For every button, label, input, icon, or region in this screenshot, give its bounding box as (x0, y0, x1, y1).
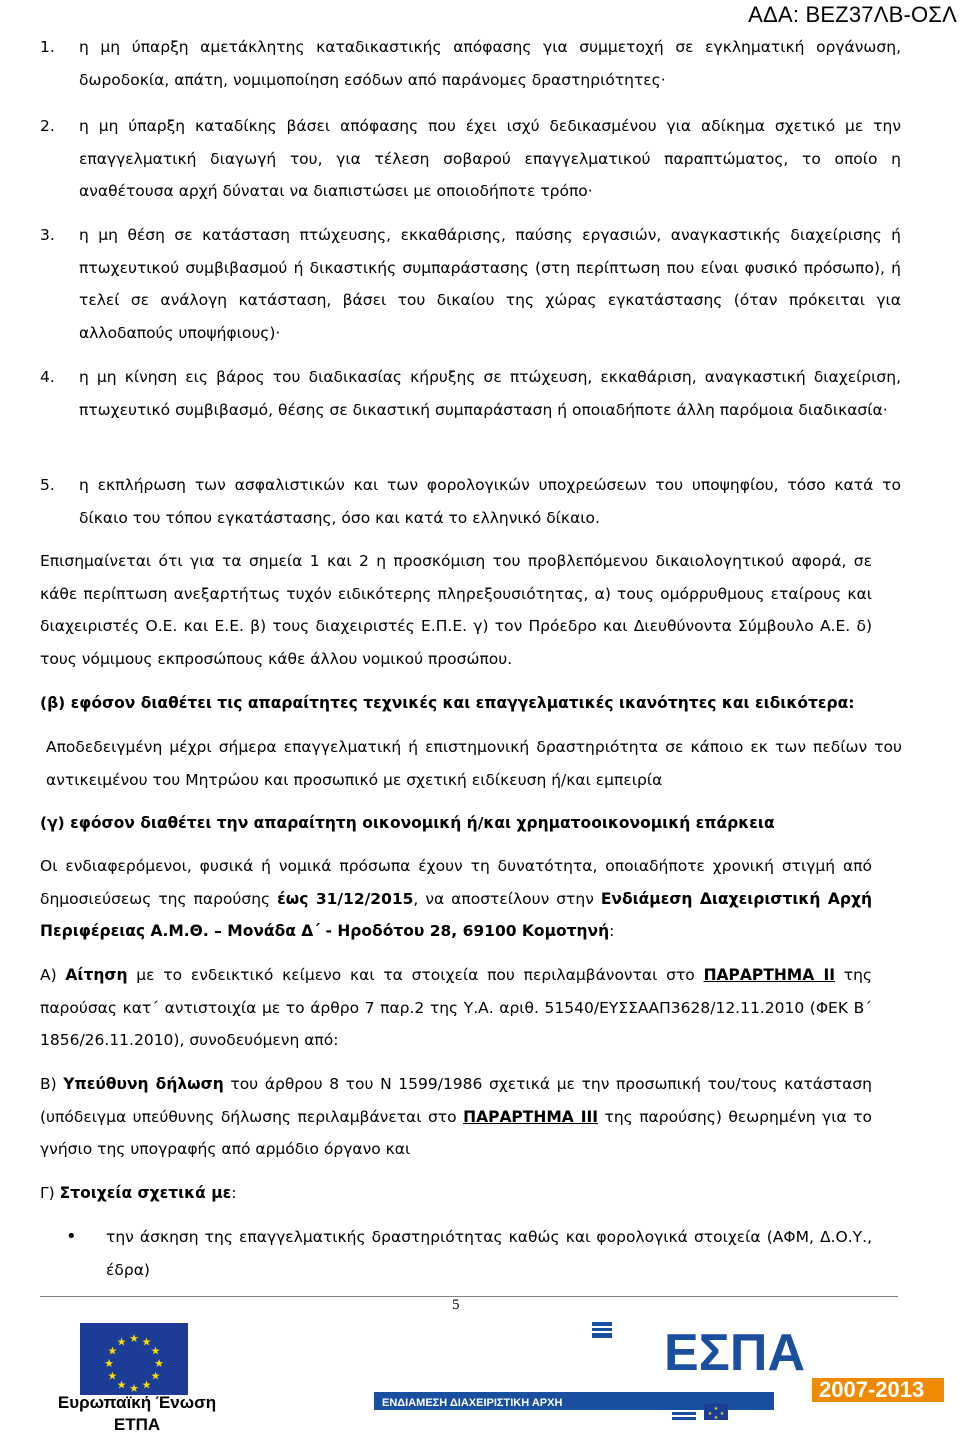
bullet-item: την άσκηση της επαγγελματικής δραστηριότητας καθώς και φορολογικά στοιχεία (ΑΦΜ, Δ.Ο.Υ., έδρα) (106, 1228, 872, 1279)
heading-financial-capacity: (γ) εφόσον διαθέτει την απαραίτητη οικονομική ή/και χρηματοοικονομική επάρκεια (40, 814, 775, 832)
list-item: η μη ύπαρξη καταδίκης βάσει απόφασης που έχει ισχύ δεδικασμένου για αδίκημα σχετικό με την επαγγελματική διαγωγή του, για τέλεση σοβαρού επαγγελματικού παραπτώματος, το οποίο η αναθέτουσα αρχή δύναται να διαπιστώσει με οποιοδήποτε τρόπο· (79, 117, 901, 200)
svg-text:★: ★ (129, 1382, 139, 1395)
annex-iii-link[interactable]: ΠΑΡΑΡΤΗΜΑ ΙΙΙ (463, 1107, 599, 1126)
heading-technical-capacity: (β) εφόσον διαθέτει τις απαραίτητες τεχνικές και επαγγελματικές ικανότητες και ειδικότερα: (40, 694, 855, 712)
paragraph-g-details: Γ) Στοιχεία σχετικά με: (40, 1184, 237, 1202)
list-item: η μη θέση σε κατάσταση πτώχευσης, εκκαθάρισης, παύσης εργασιών, αναγκαστικής διαχείρισης ή πτωχευτικού συμβιβασμού ή δικαστικής συμπαράστασης (στη περίπτωση που είναι φυσικό πρόσωπο), ή τελεί σε ανάλογη κατάσταση, βάσει του δικαίου της χώρας εγκατάστασης (όταν πρόκειται για αλλοδαπούς υποψήφιους)· (79, 226, 901, 342)
bullet-dot: • (66, 1226, 77, 1247)
svg-text:★: ★ (150, 1344, 161, 1358)
svg-text:★: ★ (107, 1369, 118, 1383)
svg-text:★: ★ (116, 1378, 127, 1392)
svg-text:★: ★ (713, 1415, 719, 1421)
technical-capacity-paragraph: Αποδεδειγμένη μέχρι σήμερα επαγγελματική ή επιστημονική δραστηριότητα σε κάποιο εκ των πεδίων του αντικειμένου του Μητρώου και προσωπικό με σχετική ειδίκευση ή/και εμπειρία (46, 738, 902, 789)
svg-text:★: ★ (713, 1406, 719, 1412)
svg-text:★: ★ (129, 1332, 139, 1345)
espa-subtitle: ΕΝΔΙΑΜΕΣΗ ΔΙΑΧΕΙΡΙΣΤΙΚΗ ΑΡΧΗ (382, 1397, 563, 1409)
espa-years: 2007-2013 (819, 1377, 925, 1402)
svg-text:★: ★ (719, 1411, 725, 1417)
svg-text:★: ★ (707, 1411, 713, 1417)
svg-text:★: ★ (107, 1344, 118, 1358)
eu-flag-icon (80, 1323, 188, 1395)
eu-caption: Ευρωπαϊκή Ένωση ΕΤΠΑ (57, 1393, 217, 1434)
annex-ii-link[interactable]: ΠΑΡΑΡΤΗΜΑ ΙΙ (703, 966, 835, 984)
list-number: 1. (40, 38, 55, 56)
submission-paragraph: Οι ενδιαφερόμενοι, φυσικά ή νομικά πρόσωπα έχουν τη δυνατότητα, οποιαδήποτε χρονική στιγμή από δημοσιεύσεως της παρούσης έως 31/12/2015, να αποστείλουν στην Ενδιάμεση Διαχειριστική Αρχή Περιφέρειας Α.Μ.Θ. – Μονάδα Δ΄ - Ηροδότου 28, 69100 Κομοτηνή: (40, 857, 872, 940)
ada-code: ΑΔΑ: ΒΕΖ37ΛΒ-ΟΣΛ (748, 2, 957, 27)
paragraph-a-application: Α) Αίτηση με το ενδεικτικό κείμενο και τα στοιχεία που περιλαμβάνονται στο ΠΑΡΑΡΤΗΜΑ ΙΙ της παρούσας κατ΄ αντιστοιχία με το άρθρο 7 παρ.2 της Υ.Α. αριθ. 51540/ΕΥΣΣΑΑΠ3628/12.11.2010 (ΦΕΚ Β΄ 1856/26.11.2010), συνοδευόμενη από: (40, 966, 872, 1049)
list-item: η εκπλήρωση των ασφαλιστικών και των φορολογικών υποχρεώσεων του υποψηφίου, τόσο κατά το δίκαιο του τόπου εγκατάστασης, όσο και κατά το ελληνικό δίκαιο. (79, 476, 901, 527)
espa-title: ΕΣΠΑ (664, 1324, 805, 1382)
svg-text:★: ★ (150, 1369, 161, 1383)
paragraph-b-declaration: Β) Υπεύθυνη δήλωση του άρθρου 8 του Ν 1599/1986 σχετικά με την προσωπική του/τους κατάσταση (υπόδειγμα υπεύθυνης δήλωσης περιλαμβάνεται στο ΠΑΡΑΡΤΗΜΑ ΙΙΙ της παρούσης) θεωρημένη για το γνήσιο της υπογραφής από αρμόδιο όργανο και (40, 1075, 873, 1158)
list-number: 4. (40, 368, 55, 386)
list-number: 5. (40, 476, 55, 494)
list-item: η μη κίνηση εις βάρος του διαδικασίας κήρυξης σε πτώχευση, εκκαθάριση, αναγκαστική διαχείριση, πτωχευτικό συμβιβασμό, θέσης σε δικαστική συμπαράσταση ή οποιαδήποτε άλλη παρόμοια διαδικασία· (79, 368, 901, 419)
espa-logo (374, 1318, 954, 1430)
page-number: 5 (452, 1297, 460, 1313)
svg-text:★: ★ (116, 1335, 127, 1349)
footer-divider (40, 1296, 898, 1297)
list-number: 3. (40, 226, 55, 244)
svg-text:★: ★ (104, 1357, 114, 1370)
svg-text:★: ★ (154, 1357, 164, 1370)
svg-text:★: ★ (141, 1335, 152, 1349)
list-item: η μη ύπαρξη αμετάκλητης καταδικαστικής απόφασης για συμμετοχή σε εγκληματική οργάνωση, δωροδοκία, απάτη, νομιμοποίηση εσόδων από παράνομες δραστηριότητες· (79, 38, 901, 89)
list-number: 2. (40, 117, 55, 135)
svg-text:★: ★ (141, 1378, 152, 1392)
notice-paragraph: Επισημαίνεται ότι για τα σημεία 1 και 2 η προσκόμιση του προβλεπόμενου δικαιολογητικού αφορά, σε κάθε περίπτωση ανεξαρτήτως τυχόν ειδικότερης πληρεξουσιότητας, α) τους ομόρρυθμους εταίρους και διαχειριστές Ο.Ε. και Ε.Ε. β) τους διαχειριστές Ε.Π.Ε. γ) τον Πρόεδρο και Διευθύνοντα Σύμβουλο Α.Ε. δ) τους νόμιμους εκπροσώπους κάθε άλλου νομικού προσώπου. (40, 552, 872, 668)
